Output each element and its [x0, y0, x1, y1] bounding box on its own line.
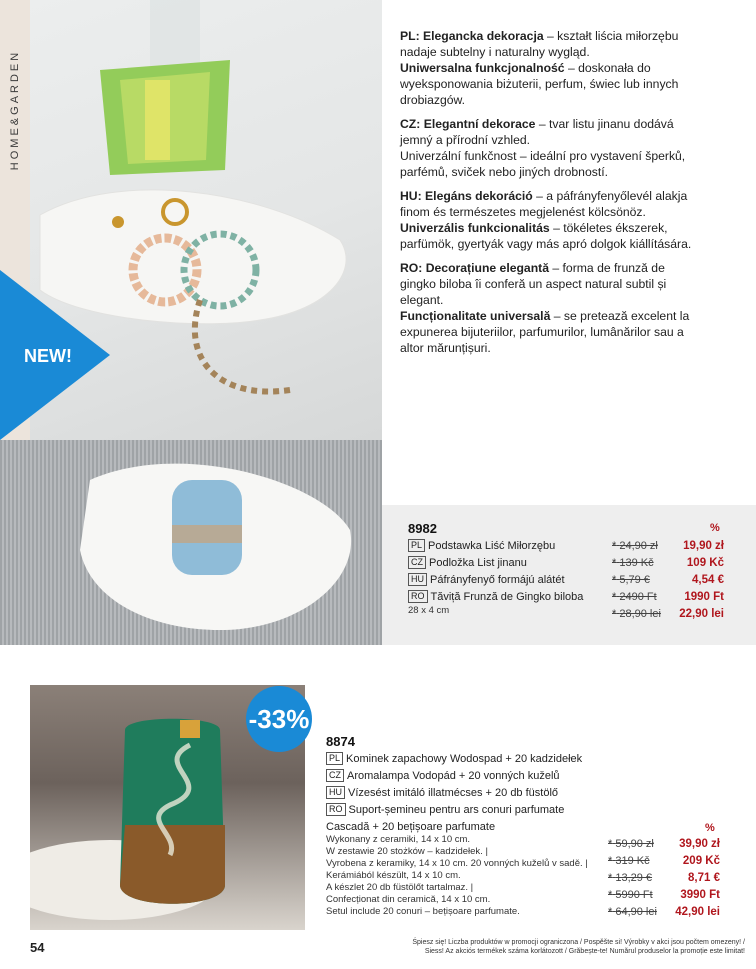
detail-line: Confecționat din ceramică, 14 x 10 cm. — [326, 894, 491, 905]
product-name-hu — [408, 571, 628, 588]
product-details — [326, 834, 596, 918]
new-badge-label: NEW! — [24, 346, 72, 366]
new-price: 209 Kč — [682, 854, 720, 867]
asterisk: * — [612, 607, 617, 620]
description-hu-heading: HU: Elegáns dekoráció — [400, 189, 533, 203]
asterisk: * — [608, 871, 613, 884]
percent-symbol: % — [710, 522, 720, 534]
product-name-text: Kominek zapachowy Wodospad + 20 kadzidełek — [346, 752, 583, 765]
product-code: 8874 — [326, 734, 355, 749]
product-name-continued: Cascadă + 20 bețișoare parfumate — [326, 820, 496, 833]
page-number: 54 — [30, 940, 45, 955]
new-price: 42,90 lei — [675, 905, 720, 918]
old-price: 59,90 zł — [615, 837, 654, 850]
description-cz-text1: – tvar listu jinanu dodává jemný a přírodní vzhled. — [400, 117, 674, 147]
product-names-2 — [326, 750, 616, 835]
product-name-pl — [326, 750, 616, 767]
old-price: 28,90 lei — [619, 607, 661, 620]
lang-tag: HU — [408, 573, 427, 586]
description-ro-text2: – se pretează excelent la expunerea bijuteriilor, parfumurilor, lumânărilor sau a altor mărunțișuri. — [400, 309, 690, 355]
product-name-text: Páfrányfenyő formájú alátét — [430, 573, 565, 586]
product-name-ro — [326, 801, 616, 818]
new-price: 109 Kč — [686, 556, 724, 569]
description-ro-text1: – forma de frunză de gingko biloba îi conferă un aspect natural subtil și elegant. — [400, 261, 667, 307]
asterisk: * — [608, 854, 613, 867]
product-8982-box — [382, 505, 756, 645]
detail-line: A készlet 20 db füstölőt tartalmaz. | — [326, 882, 474, 893]
product-name-text: Podložka List jinanu — [429, 556, 527, 569]
detail-line: Vyrobena z keramiky, 14 x 10 cm. 20 vonných kuželů v sadě. | — [326, 858, 588, 869]
description-pl — [400, 28, 700, 108]
new-price: 19,90 zł — [683, 539, 724, 552]
product-size: 28 x 4 cm — [408, 605, 450, 616]
lang-tag: HU — [326, 786, 345, 799]
old-price: 13,29 € — [615, 871, 653, 884]
description-ro — [400, 260, 700, 356]
old-price: 2490 Ft — [619, 590, 657, 603]
description-cz — [400, 116, 700, 180]
new-price: 3990 Ft — [680, 888, 720, 901]
candle-tray-illustration — [0, 440, 382, 645]
detail-line: Kerámiából készült, 14 x 10 cm. — [326, 870, 461, 881]
asterisk: * — [608, 888, 613, 901]
product-name-cz — [326, 767, 616, 784]
product-name-text: Podstawka Liść Miłorzębu — [428, 539, 556, 552]
asterisk: * — [612, 556, 617, 569]
product-name-text: Tăviță Frunză de Gingko biloba — [430, 590, 584, 603]
description-hu-heading2: Univerzális funkcionalitás — [400, 221, 550, 235]
price-list-2 — [608, 835, 720, 920]
price-row-ron — [612, 605, 724, 622]
description-hu — [400, 188, 700, 252]
product-name-text: Vízesést imitáló illatmécses + 20 db füstölő — [348, 786, 559, 799]
description-pl-text1: – kształt liścia miłorzębu nadaje subtelny i naturalny wygląd. — [400, 29, 679, 59]
section-label — [0, 0, 30, 220]
price-row-eur — [612, 571, 724, 588]
price-list — [612, 537, 724, 622]
description-pl-text2: – doskonała do wyeksponowania biżuterii, perfum, świec lub innych drobiazgów. — [400, 61, 679, 107]
old-price: 5,79 € — [619, 573, 650, 586]
asterisk: * — [608, 837, 613, 850]
new-price: 1990 Ft — [684, 590, 724, 603]
detail-line: Setul include 20 conuri – bețișoare parfumate. — [326, 906, 520, 917]
new-price: 4,54 € — [692, 573, 724, 586]
new-price: 39,90 zł — [679, 837, 720, 850]
detail-line: Wykonany z ceramiki, 14 x 10 cm. — [326, 834, 471, 845]
lang-tag: RO — [326, 803, 346, 816]
description-pl-heading2: Uniwersalna funkcjonalność — [400, 61, 565, 75]
old-price: 24,90 zł — [619, 539, 658, 552]
new-price: 8,71 € — [688, 871, 720, 884]
footer-line: Siess! Az akciós termékek száma korlátozott / Grăbește-te! Numărul produselor la promoție este limitat! — [424, 948, 745, 955]
lang-tag: CZ — [408, 556, 426, 569]
lang-tag: PL — [326, 752, 343, 765]
description-hu-text2: – tökéletes ékszerek, parfümök, gyertyák vagy más apró dolgok kiállítására. — [400, 221, 692, 251]
section-label-text: HOME&GARDEN — [9, 49, 21, 171]
product-names — [408, 537, 628, 616]
new-price: 22,90 lei — [679, 607, 724, 620]
price-row-czk — [612, 554, 724, 571]
old-price: 139 Kč — [619, 556, 654, 569]
price-row-ron — [608, 903, 720, 920]
asterisk: * — [612, 539, 617, 552]
description-cz-text2: Univerzální funkčnost – ideální pro vystavení šperků, parfémů, sviček nebo jiných drobností. — [400, 149, 686, 179]
percent-symbol: % — [705, 822, 715, 834]
footer-line: Śpiesz się! Liczba produktów w promocji ograniczona / Pospěšte si! Výrobky v akci jsou počtem omezeny! / — [412, 939, 745, 946]
lang-tag: PL — [408, 539, 425, 552]
old-price: 319 Kč — [615, 854, 650, 867]
price-row-huf — [608, 886, 720, 903]
description-ro-heading: RO: Decorațiune elegantă — [400, 261, 549, 275]
product-name-text: Suport-șemineu pentru ars conuri parfumate — [348, 803, 565, 816]
description-hu-text1: – a páfrányfenyőlevél alakja finom és természetes megjelenést kölcsönöz. — [400, 189, 688, 219]
product-name-text: Aromalampa Vodopád + 20 vonných kuželů — [347, 769, 560, 782]
price-row-pln — [612, 537, 724, 554]
product-name-ro — [408, 588, 628, 605]
old-price: 5990 Ft — [615, 888, 653, 901]
old-price: 64,90 lei — [615, 905, 657, 918]
asterisk: * — [612, 590, 617, 603]
lang-tag: RO — [408, 590, 428, 603]
lang-tag: CZ — [326, 769, 344, 782]
description-pl-heading: PL: Elegancka dekoracja — [400, 29, 544, 43]
discount-badge: -33% — [246, 686, 312, 752]
product-name-cz — [408, 554, 628, 571]
product-description — [400, 28, 700, 364]
product-name-hu — [326, 784, 616, 801]
price-row-huf — [612, 588, 724, 605]
footer-note — [400, 938, 745, 956]
asterisk: * — [608, 905, 613, 918]
price-row-eur — [608, 869, 720, 886]
price-row-czk — [608, 852, 720, 869]
asterisk: * — [612, 573, 617, 586]
price-row-pln — [608, 835, 720, 852]
detail-line: W zestawie 20 stożków – kadzidełek. | — [326, 846, 488, 857]
description-ro-heading2: Funcționalitate universală — [400, 309, 551, 323]
description-cz-heading: CZ: Elegantní dekorace — [400, 117, 536, 131]
product-code: 8982 — [408, 521, 437, 536]
product-name-pl — [408, 537, 628, 554]
product-photo-gingko-candle — [0, 440, 382, 645]
